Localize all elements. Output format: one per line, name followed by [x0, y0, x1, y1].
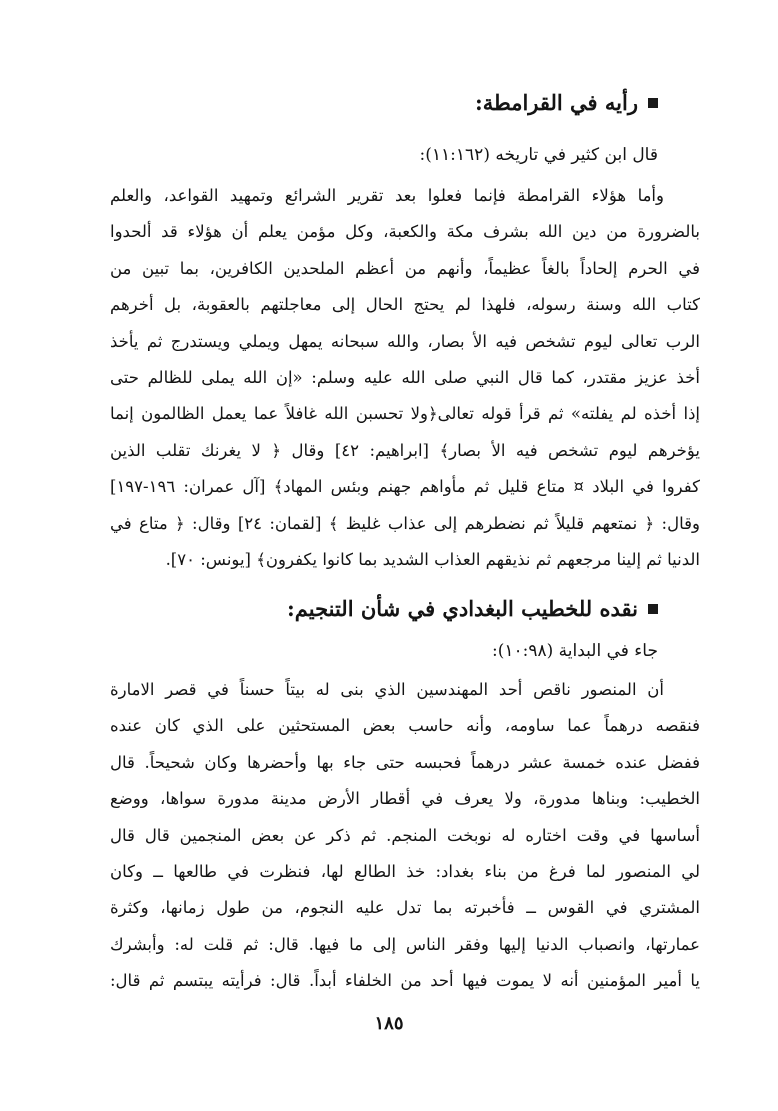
section1-paragraph — [110, 178, 700, 578]
paragraph-line: في الحرم إلحاداً بالغاً عظيماً، وأنهم من أعظم الملحدين الكافرين، بما تبين من — [110, 258, 700, 278]
section1-heading — [475, 88, 658, 118]
section2-heading-text: نقده للخطيب البغدادي في شأن التنجيم: — [287, 596, 638, 621]
paragraph-line: الخطيب: وبناها مدورة، ولا يعرف في أقطار الأرض مدينة مدورة سواها، ووضع — [110, 789, 700, 809]
paragraph-line: وقال: ﴿ نمتعهم قليلاً ثم نضطرهم إلى عذاب غليظ ﴾ [لقمان: ٢٤] وقال: ﴿ متاع في — [110, 513, 700, 533]
paragraph-line: عمارتها، وانصباب الدنيا إليها وفقر الناس إلى ما فيها. قال: ثم قلت له: وأبشرك — [110, 934, 700, 954]
paragraph-line: المشتري في القوس ــ فأخبرته بما تدل عليه النجوم، من طول زمانها، وكثرة — [110, 898, 700, 918]
paragraph-line: أن المنصور ناقص أحد المهندسين الذي بنى له بيتاً حسناً في قصر الامارة — [110, 680, 664, 699]
paragraph-line: لي المنصور لما فرغ من بناء بغداد: خذ الطالع لها، فنظرت في طالعها ــ وكان — [110, 862, 700, 882]
paragraph-line: كفروا في البلاد ¤ متاع قليل ثم مأواهم جهنم وبئس المهاد﴾ [آل عمران: ١٩٦-١٩٧] — [110, 477, 700, 497]
section2-paragraph — [110, 672, 700, 1000]
paragraph-line: يا أمير المؤمنين أنه لا يموت فيها أحد من الخلفاء أبداً. قال: فرأيته يبتسم ثم قال: — [110, 971, 700, 991]
section1-heading-text: رأيه في القرامطة: — [474, 90, 638, 115]
paragraph-line: أساسها في وقت اختاره له نوبخت المنجم. ثم ذكر عن بعض المنجمين قال قال — [110, 825, 700, 845]
paragraph-line: يؤخرهم ليوم تشخص فيه الأ بصار﴾ [ابراهيم: ٤٢] وقال ﴿ لا يغرنك تقلب الذين — [110, 440, 700, 460]
paragraph-line: الدنيا ثم إلينا مرجعهم ثم نذيقهم العذاب الشديد بما كانوا يكفرون﴾ [يونس: ٧٠]. — [165, 550, 700, 570]
paragraph-line: كتاب الله وسنة رسوله، فلهذا لم يحتج الحال إلى معاجلتهم بالعقوبة، بل أخرهم — [110, 295, 700, 315]
section2-heading — [287, 594, 658, 624]
bullet-square-icon — [648, 604, 658, 614]
paragraph-line: إذا أخذه لم يفلته» ثم قرأ قوله تعالى﴿ولا تحسبن الله غافلاً عما يعمل الظالمون إنما — [110, 404, 700, 424]
page-number: ١٨٥ — [374, 1013, 404, 1034]
paragraph-line: أخذ عزيز مقتدر، كما قال النبي صلى الله عليه وسلم: «إن الله يملى للظالم حتى — [110, 368, 700, 388]
paragraph-line: فنقصه درهماً عما ساومه، وأنه حاسب بعض المستحثين على الذي كان عنده — [110, 716, 700, 736]
paragraph-line: وأما هؤلاء القرامطة فإنما فعلوا بعد تقرير الشرائع وتمهيد القواعد، والعلم — [110, 186, 664, 205]
section2-intro: جاء في البداية (١٠:٩٨): — [492, 641, 658, 661]
paragraph-line: الرب تعالى ليوم تشخص فيه الأ بصار، والله سبحانه يمهل ويملي ويستدرج ثم يأخذ — [110, 331, 700, 351]
bullet-square-icon — [648, 98, 658, 108]
paragraph-line: بالضرورة من دين الله بشرف مكة والكعبة، وكل مؤمن يعلم أن هؤلاء قد ألحدوا — [110, 222, 700, 242]
paragraph-line: ففضل عنده خمسة عشر درهماً فحبسه حتى جاء بها وأحضرها وكان شحيحاً. قال — [110, 752, 700, 772]
section1-intro: قال ابن كثير في تاريخه (١١:١٦٢): — [419, 145, 658, 165]
